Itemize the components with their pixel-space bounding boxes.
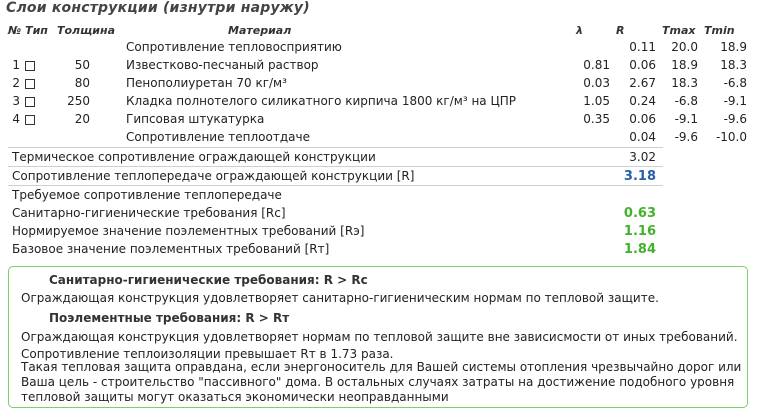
tmax-cell: 20.0 [671,40,698,54]
tmax-cell: 18.9 [671,58,698,72]
thickness-cell: 50 [74,58,90,72]
thermal-resistance-value: 3.02 [629,150,656,164]
r-cell: 0.11 [629,40,656,54]
summary-row [0,187,757,205]
table-row [0,75,757,93]
thickness-cell: 20 [74,112,90,126]
layer-checkbox[interactable] [25,97,35,107]
thickness-cell: 80 [74,76,90,90]
heat-transfer-resistance-value: 3.18 [623,169,656,184]
summary-row [0,168,757,186]
tmax-cell: 18.3 [671,76,698,90]
r-cell: 2.67 [629,76,656,90]
thickness-cell: 250 [67,94,90,108]
summary-row [0,205,757,223]
base-value-label: Базовое значение поэлементных требований [Rт] [12,242,330,256]
tmax-cell: -9.1 [674,112,698,126]
element-result-text: Ограждающая конструкция удовлетворяет нормам по тепловой защите вне зависисмости от иных требований. [21,330,738,344]
material-cell: Сопротивление тепловосприятию [126,40,342,54]
element-result-heading: Поэлементные требования: R > Rт [49,311,290,325]
material-cell: Кладка полнотелого силикатного кирпича 1800 кг/м³ на ЦПР [126,94,517,108]
tmax-cell: -9.6 [674,130,698,144]
layer-checkbox[interactable] [25,115,35,125]
divider [8,185,663,186]
tmin-cell: -6.8 [723,76,747,90]
result-panel [8,266,748,408]
lambda-cell: 1.05 [583,94,610,108]
sanitary-requirements-label: Санитарно-гигиенические требования [Rc] [12,206,286,220]
r-cell: 0.04 [629,130,656,144]
tmin-cell: -9.6 [723,112,747,126]
section-title: Слои конструкции (изнутри наружу) [6,0,310,16]
header-material: Материал [228,24,292,37]
material-cell: Сопротивление теплоотдаче [126,130,310,144]
layer-checkbox[interactable] [25,79,35,89]
lambda-cell: 0.81 [583,58,610,72]
tmin-cell: 18.9 [720,40,747,54]
required-resistance-label: Требуемое сопротивление теплопередаче [12,188,282,202]
base-value: 1.84 [623,242,656,257]
header-thickness: Толщина [57,24,116,37]
material-cell: Пенополиуретан 70 кг/м³ [126,76,287,90]
header-r: R [616,24,625,37]
material-cell: Известково-песчаный раствор [126,58,319,72]
r-cell: 0.06 [629,58,656,72]
tmax-cell: -6.8 [674,94,698,108]
table-row [0,111,757,129]
summary-row [0,241,757,259]
table-row [0,39,757,57]
header-tmax: Tmax [662,24,696,37]
header-no-type: № Тип [8,24,48,37]
heat-transfer-resistance-label: Сопротивление теплопередаче ограждающей конструкции [R] [12,169,415,183]
lambda-cell: 0.03 [583,76,610,90]
layer-checkbox[interactable] [25,61,35,71]
excess-ratio-text: Сопротивление теплоизоляции превышает Rт в 1.73 раза. [21,347,394,361]
sanitary-result-heading: Санитарно-гигиенические требования: R > Rc [49,273,368,287]
lambda-cell: 0.35 [583,112,610,126]
material-cell: Гипсовая штукатурка [126,112,265,126]
tmin-cell: -10.0 [715,130,747,144]
normative-value: 1.16 [623,224,656,239]
table-row [0,93,757,111]
r-cell: 0.06 [629,112,656,126]
layer-number: 3 [12,94,20,108]
normative-value-label: Нормируемое значение поэлементных требований [Rэ] [12,224,365,238]
tmin-cell: 18.3 [720,58,747,72]
summary-row [0,149,757,167]
layer-number: 1 [12,58,20,72]
divider [8,147,663,148]
r-cell: 0.24 [629,94,656,108]
thermal-resistance-label: Термическое сопротивление ограждающей конструкции [12,150,376,164]
header-tmin: Tmin [704,24,735,37]
advice-text-line-1: Такая тепловая защита оправдана, если энергоноситель для Вашей системы отопления чрезвычайно дорог или [21,360,742,374]
sanitary-requirements-value: 0.63 [623,206,656,221]
sanitary-result-text: Ограждающая конструкция удовлетворяет санитарно-гигиеническим нормам по тепловой защите. [21,291,659,305]
advice-text-line-3: тепловой защиты могут оказаться экономически неоправданными [21,390,449,404]
layer-number: 4 [12,112,20,126]
advice-text-line-2: Ваша цель - строительство "пассивного" дома. В остальных случаях затраты на достижение подобного уровня [21,375,735,389]
table-row [0,129,757,147]
header-lambda: λ [576,24,583,37]
tmin-cell: -9.1 [723,94,747,108]
divider [8,166,663,167]
layer-number: 2 [12,76,20,90]
table-row [0,57,757,75]
summary-row [0,223,757,241]
